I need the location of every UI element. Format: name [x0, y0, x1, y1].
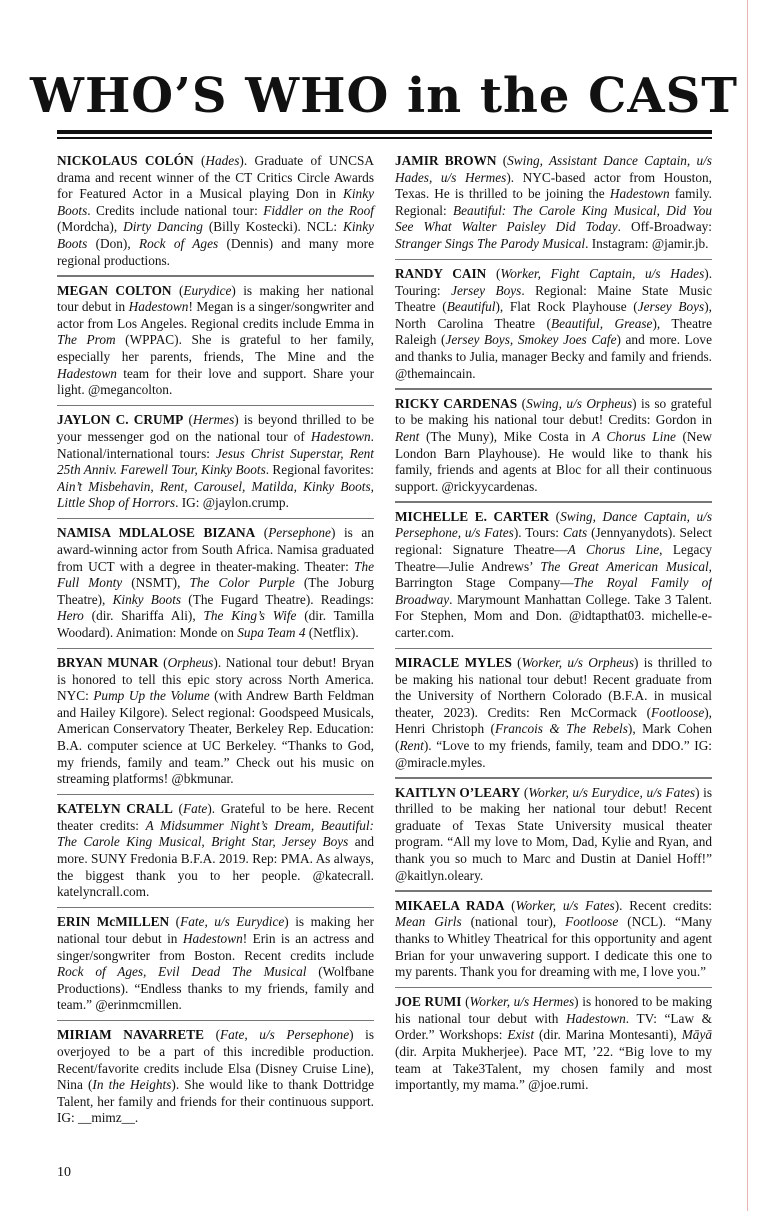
cast-name: ERIN McMILLEN — [57, 914, 170, 930]
credit-title: Jersey Boys, Smokey Joes Cafe — [445, 332, 617, 348]
bio-text: ) and more. Love and thanks to Julia, manager Becky and family and friends. @themaincain. — [395, 332, 712, 381]
cast-role: Swing, u/s Orpheus — [526, 395, 633, 411]
page-title: WHO’S WHO in the CAST — [30, 68, 738, 124]
cast-role: Hermes — [192, 412, 235, 428]
credit-title: Kinky Boots — [57, 186, 374, 218]
credit-title: The Color Purple — [189, 575, 295, 591]
cast-role: Orpheus — [167, 655, 214, 671]
bio-text: ). “Love to my friends, family, team and DDO.” IG: @miracle.myles. — [395, 738, 712, 770]
credit-title: Footloose — [651, 704, 705, 720]
bio-text: ). She would like to thank Dottridge Talent, her family and friends for their continuous support. IG: __mimz__. — [57, 1077, 374, 1126]
bio-separator — [395, 777, 712, 779]
credit-title: Beautiful: The Carole King Musical, Did You See What Walter Paisley Did Today — [395, 202, 712, 235]
bio-text: . Credits include national tour: — [87, 202, 264, 218]
bio-text: ), Henri Christoph ( — [395, 704, 712, 737]
cast-name: KAITLYN O’LEARY — [395, 784, 521, 800]
bio-text: is thrilled to be making his national tour debut! Recent graduate from the University of Northern Colorado (B.F.A. in musical theater, 2023). Credits: Ren McCormack ( — [395, 655, 712, 720]
bio-text: . National tour debut! Bryan is honored to tell this epic story across North America. NYC: — [57, 655, 374, 704]
cast-name: BRYAN MUNAR — [57, 655, 159, 671]
page-edge-line — [747, 0, 748, 1211]
cast-bio: MICHELLE E. CARTER (Swing, Dance Captain, u/s Persephone, u/s Fates). Tours: Cats (Jennyanydots). Select regional: Signature Theatre—A Chorus Line, Legacy Theatre—Julie Andrews’ The Great American Musical, Barrington Stage Company—The Royal Family of Broadway. Marymount Manhattan College. Take 3 Talent. For Stephen, Mom and Don. @idtapthat03. michelle-e-carter.com. — [395, 508, 712, 640]
bio-text: (The Fugard Theatre). Readings: — [181, 591, 374, 607]
bio-text: (dir. Shariffa Ali), — [83, 608, 204, 624]
bio-text: is thrilled to be making her national tour debut! Recent graduate of Texas State University musical theater program. “All my love to Mom, Dad, Kylie and Ryan, and thank you so much to Marc and Dustin at Daniel Hoff!” @kaitlyn.oleary. — [395, 784, 712, 883]
bio-separator — [57, 794, 374, 796]
bio-separator — [395, 501, 712, 503]
bio-text: . Recent credits: — [619, 897, 712, 913]
cast-name: NAMISA MDLALOSE BIZANA — [57, 525, 256, 541]
bio-text: ! Erin is an actress and singer/songwriter from Boston. Recent credits include — [57, 930, 374, 963]
bio-text: . National/international tours: — [57, 428, 374, 461]
bio-separator — [395, 987, 712, 989]
bio-separator — [395, 259, 712, 261]
left-column — [57, 153, 374, 1138]
bio-text: (Don), — [87, 235, 139, 251]
bio-text: . NYC-based actor from Houston, Texas. He is thrilled to be joining the — [395, 169, 712, 202]
bio-text: is making her national tour debut in — [57, 914, 374, 946]
cast-role: Worker, u/s Eurydice, u/s Fates — [528, 784, 696, 800]
title-rule-thick — [57, 130, 712, 134]
cast-name: JOE RUMI — [395, 994, 462, 1010]
credit-title: Hadestown — [609, 186, 670, 202]
bio-text: (Netflix). — [305, 624, 359, 640]
bio-text: ), Flat Rock Playhouse ( — [495, 299, 638, 315]
cast-role: Fate, u/s Persephone — [220, 1027, 350, 1043]
bio-separator — [57, 518, 374, 520]
bio-text: . Touring: — [395, 266, 712, 298]
bio-text: (The Joburg Theatre), — [57, 575, 374, 607]
credit-title: Rock of Ages, Evil Dead The Musical — [57, 964, 307, 980]
credit-title: Rock of Ages — [139, 235, 219, 251]
bio-text: . Regional: Maine State Music Theatre ( — [395, 282, 712, 315]
cast-name: MIRIAM NAVARRETE — [57, 1027, 205, 1043]
credit-title: Ain’t Misbehavin, Rent, Carousel, Matilda, Kinky Boots, Little Shop of Horrors — [57, 478, 374, 511]
bio-text: is overjoyed to be a part of this incredible production. Recent/favorite credits include Elsa (Disney Cruise Line), Nina ( — [57, 1027, 374, 1093]
bio-text: . Grateful to be here. Recent theater credits: — [57, 801, 374, 833]
bio-text: family. Regional: — [395, 186, 712, 218]
bio-text: (with Andrew Barth Feldman and Hailey Kilgore). Select regional: Goodspeed Musicals, American Conservatory Theater, Berkeley Rep. Education: B.A. computer science at UC Berkeley. “Thanks to God, my friends, family and team.” Check out his music on streaming platforms! @bkmunar. — [57, 688, 374, 787]
bio-separator — [57, 405, 374, 407]
credit-title: Exist — [507, 1027, 535, 1043]
bio-separator — [57, 648, 374, 650]
bio-text: . Tours: — [518, 525, 563, 541]
cast-name: MIRACLE MYLES — [395, 655, 512, 671]
credit-title: Hadestown — [182, 930, 243, 946]
cast-bio: NAMISA MDLALOSE BIZANA (Persephone) is an award-winning actor from South Africa. Namisa graduated from UCT with a degree in theater-making. Theater: The Full Monty (NSMT), The Color Purple (The Joburg Theatre), Kinky Boots (The Fugard Theatre). Readings: Hero (dir. Shariffa Ali), The King’s Wife (dir. Tamilla Woodard). Animation: Monde on Supa Team 4 (Netflix). — [57, 525, 375, 640]
cast-role: Fate — [182, 801, 208, 817]
credit-title: Beautiful, Grease — [550, 315, 653, 331]
bio-text: , Legacy Theatre—Julie Andrews’ — [395, 541, 712, 574]
bio-separator — [57, 907, 374, 909]
cast-role: Worker, Fight Captain, u/s Hades — [500, 266, 705, 282]
bio-text: and more. SUNY Fredonia B.F.A. 2019. Rep: PMA. As always, the biggest thank you to her people. @katecrall. katelyncrall.com. — [57, 834, 374, 900]
bio-text: (WPPAC). She is grateful to her family, especially her parents, friends, The Mine and the — [57, 332, 374, 365]
right-column — [395, 153, 712, 1138]
cast-role: Hades — [205, 153, 240, 168]
cast-name: MIKAELA RADA — [395, 897, 505, 913]
cast-role: Worker, u/s Fates — [515, 897, 615, 913]
title-rule-thin — [57, 137, 712, 139]
credit-title: Jersey Boys — [451, 282, 522, 298]
cast-name: NICKOLAUS COLÓN — [57, 153, 194, 168]
cast-bio: JOE RUMI (Worker, u/s Hermes) is honored to be making his national tour debut with Hadestown. TV: “Law & Order.” Workshops: Exist (dir. Marina Montesanti), Māyā (dir. Arpita Mukherjee). Pace MT, ’22. “Big love to my team at Take3Talent, my chosen family and most importantly, my mama.” @joe.rumi. — [395, 994, 712, 1093]
cast-bio: RICKY CARDENAS (Swing, u/s Orpheus) is so grateful to be making his national tour debut! Credits: Gordon in Rent (The Muny), Mike Costa in A Chorus Line (New London Barn Playhouse). He would like to thank his family, friends and agents at Bloc for all their continuous support. @rickyycardenas. — [395, 395, 712, 494]
bio-text: is making her national tour debut in — [57, 282, 374, 315]
cast-role: Worker, u/s Hermes — [469, 994, 575, 1010]
bio-text: . Off-Broadway: — [617, 219, 712, 235]
credit-title: A Chorus Line — [592, 428, 676, 444]
bio-text: . Graduate of UNCSA drama and recent winner of the CT Critics Circle Awards for Featured Actor in a Musical playing Don in — [57, 153, 374, 202]
cast-bio: RANDY CAIN (Worker, Fight Captain, u/s Hades). Touring: Jersey Boys. Regional: Maine State Music Theatre (Beautiful), Flat Rock Playhouse (Jersey Boys), North Carolina Theatre (Beautiful, Grease), Theatre Raleigh (Jersey Boys, Smokey Joes Cafe) and more. Love and thanks to Julia, manager Becky and family and friends. @themaincain. — [395, 266, 712, 381]
credit-title: Hadestown — [310, 428, 371, 444]
bio-text: (dir. Marina Montesanti), — [534, 1027, 682, 1043]
credit-title: Pump Up the Volume — [93, 688, 210, 704]
cast-role: Swing, Dance Captain, u/s Persephone, u/s Fates — [395, 508, 712, 541]
credit-title: Rent — [395, 428, 420, 444]
bio-separator — [57, 275, 374, 277]
cast-name: KATELYN CRALL — [57, 801, 173, 817]
credit-title: Cats — [562, 525, 588, 541]
bio-text: ), Theatre Raleigh ( — [395, 315, 712, 348]
credit-title: The Full Monty — [57, 558, 374, 591]
bio-text: is honored to be making his national tour debut with — [395, 994, 712, 1026]
credit-title: Jesus Christ Superstar, Rent 25th Anniv. Farewell Tour, Kinky Boots — [57, 445, 374, 478]
credit-title: Hero — [57, 608, 84, 624]
bio-text: . IG: @jaylon.crump. — [175, 495, 289, 511]
bio-text: (The Muny), Mike Costa in — [419, 428, 593, 444]
bio-text: is an award-winning actor from South Africa. Namisa graduated from UCT with a degree in theater-making. Theater: — [57, 525, 374, 574]
bio-text: is beyond thrilled to be your messenger god on the national tour of — [57, 412, 374, 444]
bio-separator — [395, 890, 712, 892]
bio-text: (NCL). “Many thanks to Whitley Theatrical for this opportunity and agent Brian for your unwavering support. I dedicate this one to my parents. Thank you for dreaming with me, I love you.” — [395, 914, 712, 980]
credit-title: Mean Girls — [395, 914, 462, 930]
cast-name: JAMIR BROWN — [395, 153, 497, 168]
cast-bio: KAITLYN O’LEARY (Worker, u/s Eurydice, u/s Fates) is thrilled to be making her national tour debut! Recent graduate of Texas State University musical theater program. “All my love to Mom, Dad, Kylie and Ryan, and thank you so much to Marc and Dustin at Daniel Hoff!” @kaitlyn.oleary. — [395, 784, 712, 883]
credit-title: The King’s Wife — [203, 608, 297, 624]
credit-title: Hadestown — [128, 299, 189, 315]
bio-text: (Wolfbane Productions). “Endless thanks to my friends, family and team.” @erinmcmillen. — [57, 964, 375, 1013]
bio-text: is so grateful to be making his national tour debut! Credits: Gordon in — [395, 395, 712, 428]
bio-text: (Billy Kostecki). NCL: — [202, 219, 343, 235]
cast-bio: MIRIAM NAVARRETE (Fate, u/s Persephone) is overjoyed to be a part of this incredible production. Recent/favorite credits include Elsa (Disney Cruise Line), Nina (In the Heights). She would like to thank Dottridge Talent, her family and friends for their continuous support. IG: __mimz__. — [57, 1027, 374, 1126]
bio-text: . Marymount Manhattan College. Take 3 Talent. For Stephen, Mom and Don. @idtapthat03. michelle-e-carter.com. — [395, 591, 712, 640]
cast-name: MICHELLE E. CARTER — [395, 508, 550, 524]
cast-name: MEGAN COLTON — [57, 282, 172, 298]
bio-text: (dir. Tamilla Woodard). Animation: Monde on — [57, 608, 375, 640]
bio-text: (New London Barn Playhouse). He would like to thank his family, friends and agents at Bloc for all their continuous support. @rickyycardenas. — [395, 428, 712, 494]
bio-text: ), North Carolina Theatre ( — [395, 299, 712, 331]
bio-separator — [395, 388, 712, 390]
credit-title: Kinky Boots — [112, 591, 182, 607]
cast-role: Persephone — [268, 525, 331, 541]
credit-title: Rent — [399, 738, 424, 753]
credit-title: Hadestown — [57, 365, 117, 381]
credit-title: A Midsummer Night’s Dream, Beautiful: The Carole King Musical, Bright Star, Jersey Boys — [57, 817, 374, 850]
credit-title: In the Heights — [92, 1077, 172, 1093]
bio-text: (dir. Arpita Mukherjee). Pace MT, ’22. “Big love to my team at Take3Talent, my chosen family and most importantly, my mama.” @joe.rumi. — [395, 1044, 712, 1093]
bio-text: (Mordcha), — [57, 219, 124, 235]
bio-separator — [395, 648, 712, 650]
credit-title: Hadestown — [565, 1010, 626, 1026]
cast-role: Fate, u/s Eurydice — [180, 914, 285, 930]
cast-bio: MIKAELA RADA (Worker, u/s Fates). Recent credits: Mean Girls (national tour), Footloose (NCL). “Many thanks to Whitley Theatrical for this opportunity and agent Brian for your unwavering support. I dedicate this one to my parents. Thank you for dreaming with me, I love you.” — [395, 897, 712, 980]
credit-title: Supa Team 4 — [237, 624, 306, 640]
bio-text: (Dennis) and many more regional productions. — [57, 235, 374, 268]
credit-title: Beautiful — [446, 299, 496, 315]
bio-text: ! Megan is a singer/songwriter and actor from Los Angeles. Regional credits include Emma in — [57, 299, 374, 331]
cast-bio: MIRACLE MYLES (Worker, u/s Orpheus) is thrilled to be making his national tour debut! Recent graduate from the University of Northern Colorado (B.F.A. in musical theater, 2023). Credits: Ren McCormack (Footloose), Henri Christoph (Francois & The Rebels), Mark Cohen (Rent). “Love to my friends, family, team and DDO.” IG: @miracle.myles. — [395, 655, 712, 770]
bio-text: . Instagram: @jamir.jb. — [585, 235, 709, 251]
bio-text: ), Mark Cohen ( — [395, 721, 712, 753]
bio-text: (Jennyanydots). Select regional: Signature Theatre— — [395, 525, 712, 557]
cast-bio: KATELYN CRALL (Fate). Grateful to be here. Recent theater credits: A Midsummer Night’s Dream, Beautiful: The Carole King Musical, Bright Star, Jersey Boys and more. SUNY Fredonia B.F.A. 2019. Rep: PMA. As always, the biggest thank you to her people. @katecrall. katelyncrall.com. — [57, 801, 374, 900]
bio-columns — [57, 153, 712, 1138]
credit-title: The Prom — [57, 332, 116, 348]
cast-bio: ERIN McMILLEN (Fate, u/s Eurydice) is making her national tour debut in Hadestown! Erin is an actress and singer/songwriter from Boston. Recent credits include Rock of Ages, Evil Dead The Musical (Wolfbane Productions). “Endless thanks to my friends, family and team.” @erinmcmillen. — [57, 914, 375, 1013]
cast-role: Eurydice — [183, 282, 232, 298]
bio-separator — [57, 1020, 374, 1022]
bio-text: (NSMT), — [122, 575, 190, 591]
cast-name: RANDY CAIN — [395, 266, 487, 282]
credit-title: Jersey Boys — [637, 299, 705, 315]
cast-bio: MEGAN COLTON (Eurydice) is making her national tour debut in Hadestown! Megan is a singer/songwriter and actor from Los Angeles. Regional credits include Emma in The Prom (WPPAC). She is grateful to her family, especially her parents, friends, The Mine and the Hadestown team for their love and support. Share your light. @megancolton. — [57, 282, 374, 398]
cast-role: Swing, Assistant Dance Captain, u/s Hades, u/s Hermes — [395, 153, 712, 185]
cast-name: JAYLON C. CRUMP — [57, 412, 184, 428]
page-number: 10 — [57, 1165, 71, 1180]
cast-bio: BRYAN MUNAR (Orpheus). National tour debut! Bryan is honored to tell this epic story across North America. NYC: Pump Up the Volume (with Andrew Barth Feldman and Hailey Kilgore). Select regional: Goodspeed Musicals, American Conservatory Theater, Berkeley Rep. Education: B.A. computer science at UC Berkeley. “Thanks to God, my friends, family and team.” Check out his music on streaming platforms! @bkmunar. — [57, 655, 374, 787]
credit-title: Kinky Boots — [57, 219, 374, 251]
bio-text: (national tour), — [461, 914, 566, 930]
bio-text: . Regional favorites: — [265, 462, 374, 478]
cast-bio: NICKOLAUS COLÓN (Hades). Graduate of UNCSA drama and recent winner of the CT Critics Circle Awards for Featured Actor in a Musical playing Don in Kinky Boots. Credits include national tour: Fiddler on the Roof (Mordcha), Dirty Dancing (Billy Kostecki). NCL: Kinky Boots (Don), Rock of Ages (Dennis) and many more regional productions. — [57, 153, 374, 268]
cast-name: RICKY CARDENAS — [395, 395, 518, 411]
bio-text: . TV: “Law & Order.” Workshops: — [395, 1010, 712, 1043]
credit-title: Footloose — [565, 914, 619, 930]
credit-title: Māyā — [681, 1027, 712, 1043]
cast-bio: JAMIR BROWN (Swing, Assistant Dance Captain, u/s Hades, u/s Hermes). NYC-based actor from Houston, Texas. He is thrilled to be joining the Hadestown family. Regional: Beautiful: The Carole King Musical, Did You See What Walter Paisley Did Today. Off-Broadway: Stranger Sings The Parody Musical. Instagram: @jamir.jb. — [395, 153, 712, 251]
cast-role: Worker, u/s Orpheus — [521, 655, 635, 671]
credit-title: Francois & The Rebels — [494, 721, 628, 737]
credit-title: Fiddler on the Roof — [263, 202, 374, 218]
credit-title: Stranger Sings The Parody Musical — [395, 235, 586, 251]
bio-text: team for their love and support. Share your light. @megancolton. — [57, 365, 374, 398]
credit-title: A Chorus Line — [567, 541, 660, 557]
cast-bio: JAYLON C. CRUMP (Hermes) is beyond thrilled to be your messenger god on the national tour of Hadestown. National/international tours: Jesus Christ Superstar, Rent 25th Anniv. Farewell Tour, Kinky Boots. Regional favorites: Ain’t Misbehavin, Rent, Carousel, Matilda, Kinky Boots, Little Shop of Horrors. IG: @jaylon.crump. — [57, 412, 374, 511]
bio-text: , Barrington Stage Company— — [395, 558, 712, 591]
credit-title: The Great American Musical — [540, 558, 709, 574]
credit-title: Dirty Dancing — [123, 219, 203, 235]
credit-title: The Royal Family of Broadway — [395, 575, 712, 607]
